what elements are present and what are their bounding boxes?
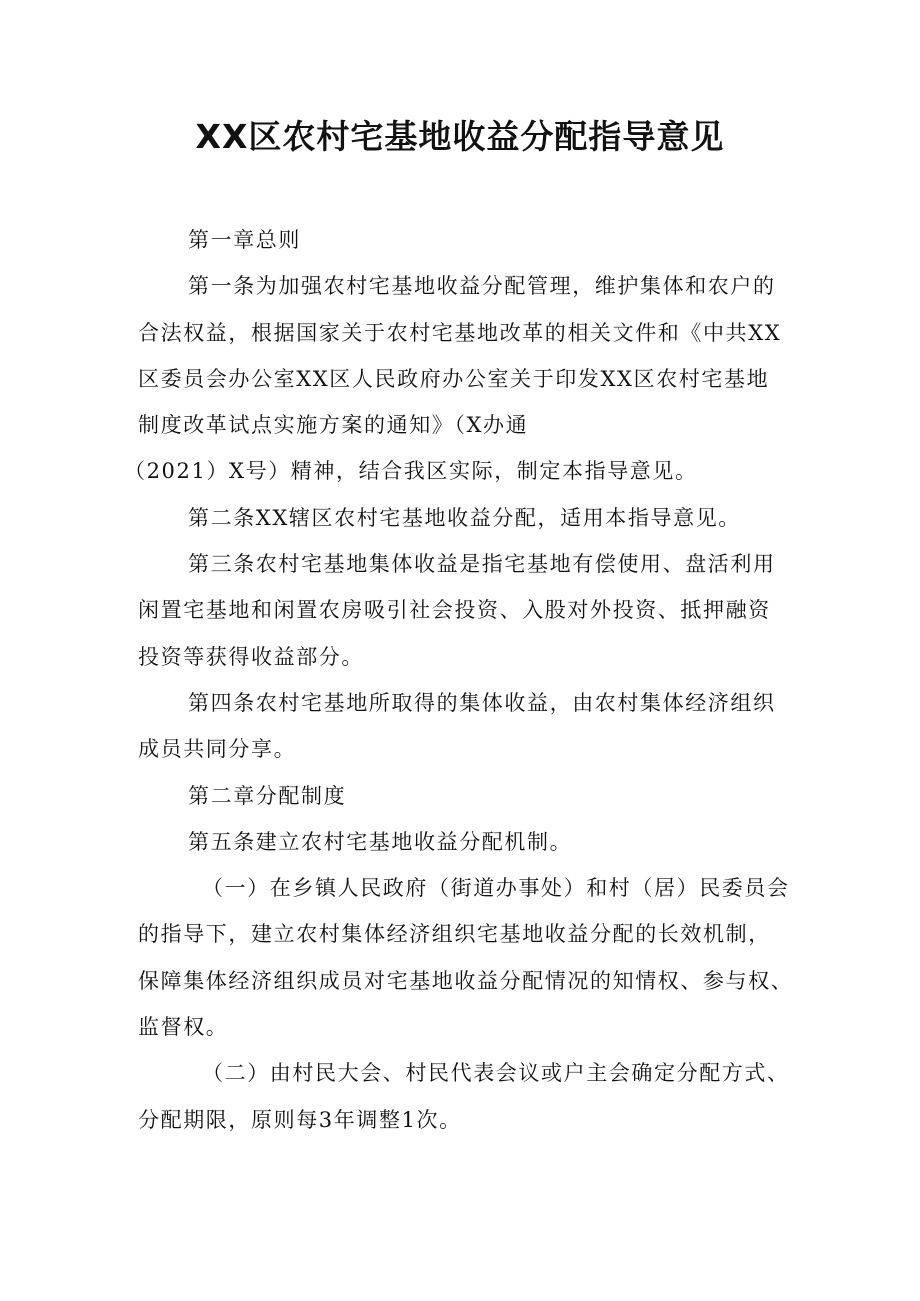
text-line: 区委员会办公室XX区人民政府办公室关于印发XX区农村宅基地 [138, 366, 770, 391]
text-line: 制度改革试点实施方案的通知》（X办通 [138, 413, 529, 438]
article-2 [138, 495, 798, 541]
document-title: XX区农村宅基地收益分配指导意见 [195, 117, 725, 156]
text-line: 第一条为加强农村宅基地收益分配管理，维护集体和农户的 [188, 274, 776, 299]
document-body [124, 217, 798, 1143]
chapter-heading-1 [138, 217, 798, 263]
text-line: 保障集体经济组织成员对宅基地收益分配情况的知情权、参与权、 [138, 968, 794, 993]
text-line: 监督权。 [138, 1015, 229, 1040]
article-5-item-1 [138, 865, 798, 1050]
text-line: （一）在乡镇人民政府（街道办事处）和村（居）民委员会 [202, 876, 790, 901]
text-line: 的指导下，建立农村集体经济组织宅基地收益分配的长效机制， [138, 922, 771, 947]
text-line: 成员共同分享。 [138, 737, 297, 762]
article-5 [138, 819, 798, 865]
article-5-item-2 [138, 1050, 798, 1143]
chapter-heading-2 [138, 773, 798, 819]
article-4 [138, 680, 798, 773]
text-line: （2021）X号）精神，结合我区实际，制定本指导意见。 [124, 459, 698, 484]
text-line: 合法权益，根据国家关于农村宅基地改革的相关文件和《中共XX [138, 320, 782, 345]
text-line: 第一章总则 [188, 228, 301, 252]
text-line: 第二章分配制度 [188, 783, 347, 808]
text-line: 投资等获得收益部分。 [138, 644, 364, 669]
article-3 [138, 541, 798, 680]
text-line: 第四条农村宅基地所取得的集体收益，由农村集体经济组织 [188, 690, 776, 715]
text-line: 第五条建立农村宅基地收益分配机制。 [188, 829, 573, 854]
text-line: 闲置宅基地和闲置农房吸引社会投资、入股对外投资、抵押融资 [138, 598, 771, 623]
text-line: 第二条XX辖区农村宅基地收益分配，适用本指导意见。 [188, 505, 741, 530]
article-1 [124, 263, 798, 494]
text-line: 第三条农村宅基地集体收益是指宅基地有偿使用、盘活利用 [188, 552, 776, 577]
text-line: （二）由村民大会、村民代表会议或户主会确定分配方式、 [202, 1061, 790, 1086]
text-line: 分配期限，原则每3年调整1次。 [138, 1107, 462, 1132]
